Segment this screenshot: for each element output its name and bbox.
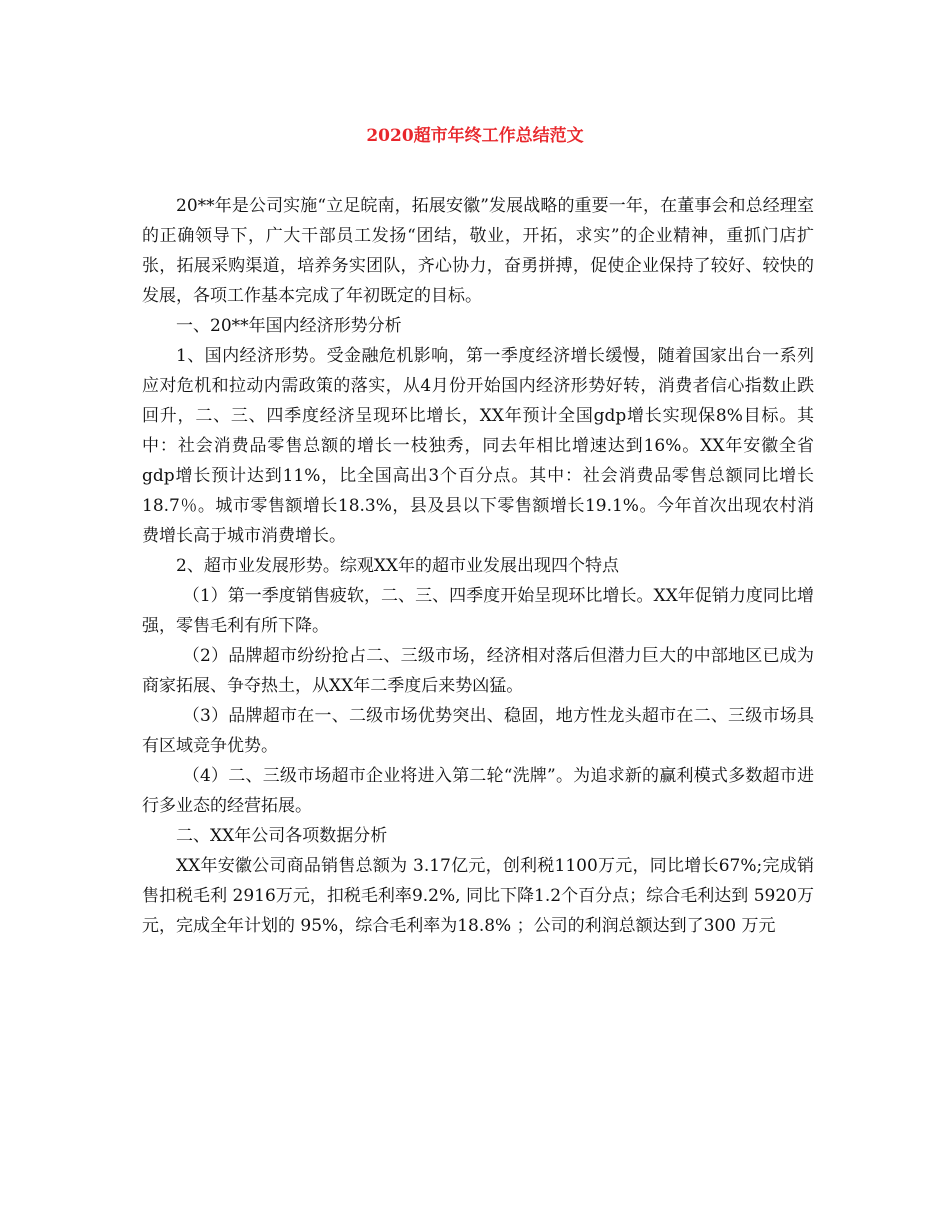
list-item: （1）第一季度销售疲软，二、三、四季度开始呈现环比增长。XX年促销力度同比增强，零售毛利有所下降。 [142,586,814,636]
body-paragraph: 2、超市业发展形势。综观XX年的超市业发展出现四个特点 [176,556,620,576]
document-body [142,191,814,941]
section-heading: 二、XX年公司各项数据分析 [176,826,388,846]
intro-paragraph: 20**年是公司实施“立足皖南，拓展安徽”发展战略的重要一年，在董事会和总经理室的正确领导下，广大干部员工发扬“团结，敬业，开拓，求实”的企业精神，重抓门店扩张，拓展采购渠道，培养务实团队，齐心协力，奋勇拼搏，促使企业保持了较好、较快的发展，各项工作基本完成了年初既定的目标。 [142,196,814,306]
list-item: （4）二、三级市场超市企业将进入第二轮“洗牌”。为追求新的赢利模式多数超市进行多业态的经营拓展。 [142,766,814,816]
section-heading: 一、20**年国内经济形势分析 [176,316,402,336]
body-paragraph: 1、国内经济形势。受金融危机影响，第一季度经济增长缓慢，随着国家出台一系列应对危机和拉动内需政策的落实，从4月份开始国内经济形势好转，消费者信心指数止跌回升，二、三、四季度经济呈现环比增长，XX年预计全国gdp增长实现保8%目标。其中：社会消费品零售总额的增长一枝独秀，同去年相比增速达到16%。XX年安徽全省gdp增长预计达到11%，比全国高出3个百分点。其中：社会消费品零售总额同比增长18.7％。城市零售额增长18.3%，县及县以下零售额增长19.1%。今年首次出现农村消费增长高于城市消费增长。 [142,346,814,546]
list-item: （2）品牌超市纷纷抢占二、三级市场，经济相对落后但潜力巨大的中部地区已成为商家拓展、争夺热土，从XX年二季度后来势凶猛。 [142,646,814,696]
body-paragraph: XX年安徽公司商品销售总额为 3.17亿元，创利税1100万元，同比增长67%;完成销售扣税毛利 2916万元，扣税毛利率9.2%, 同比下降1.2个百分点；综合毛利达到 5920万元，完成全年计划的 95%，综合毛利率为18.8% ；公司的利润总额达到了300 万元 [142,856,814,936]
list-item: （3）品牌超市在一、二级市场优势突出、稳固，地方性龙头超市在二、三级市场具有区域竞争优势。 [142,706,814,756]
document-title: 2020超市年终工作总结范文 [366,126,584,146]
